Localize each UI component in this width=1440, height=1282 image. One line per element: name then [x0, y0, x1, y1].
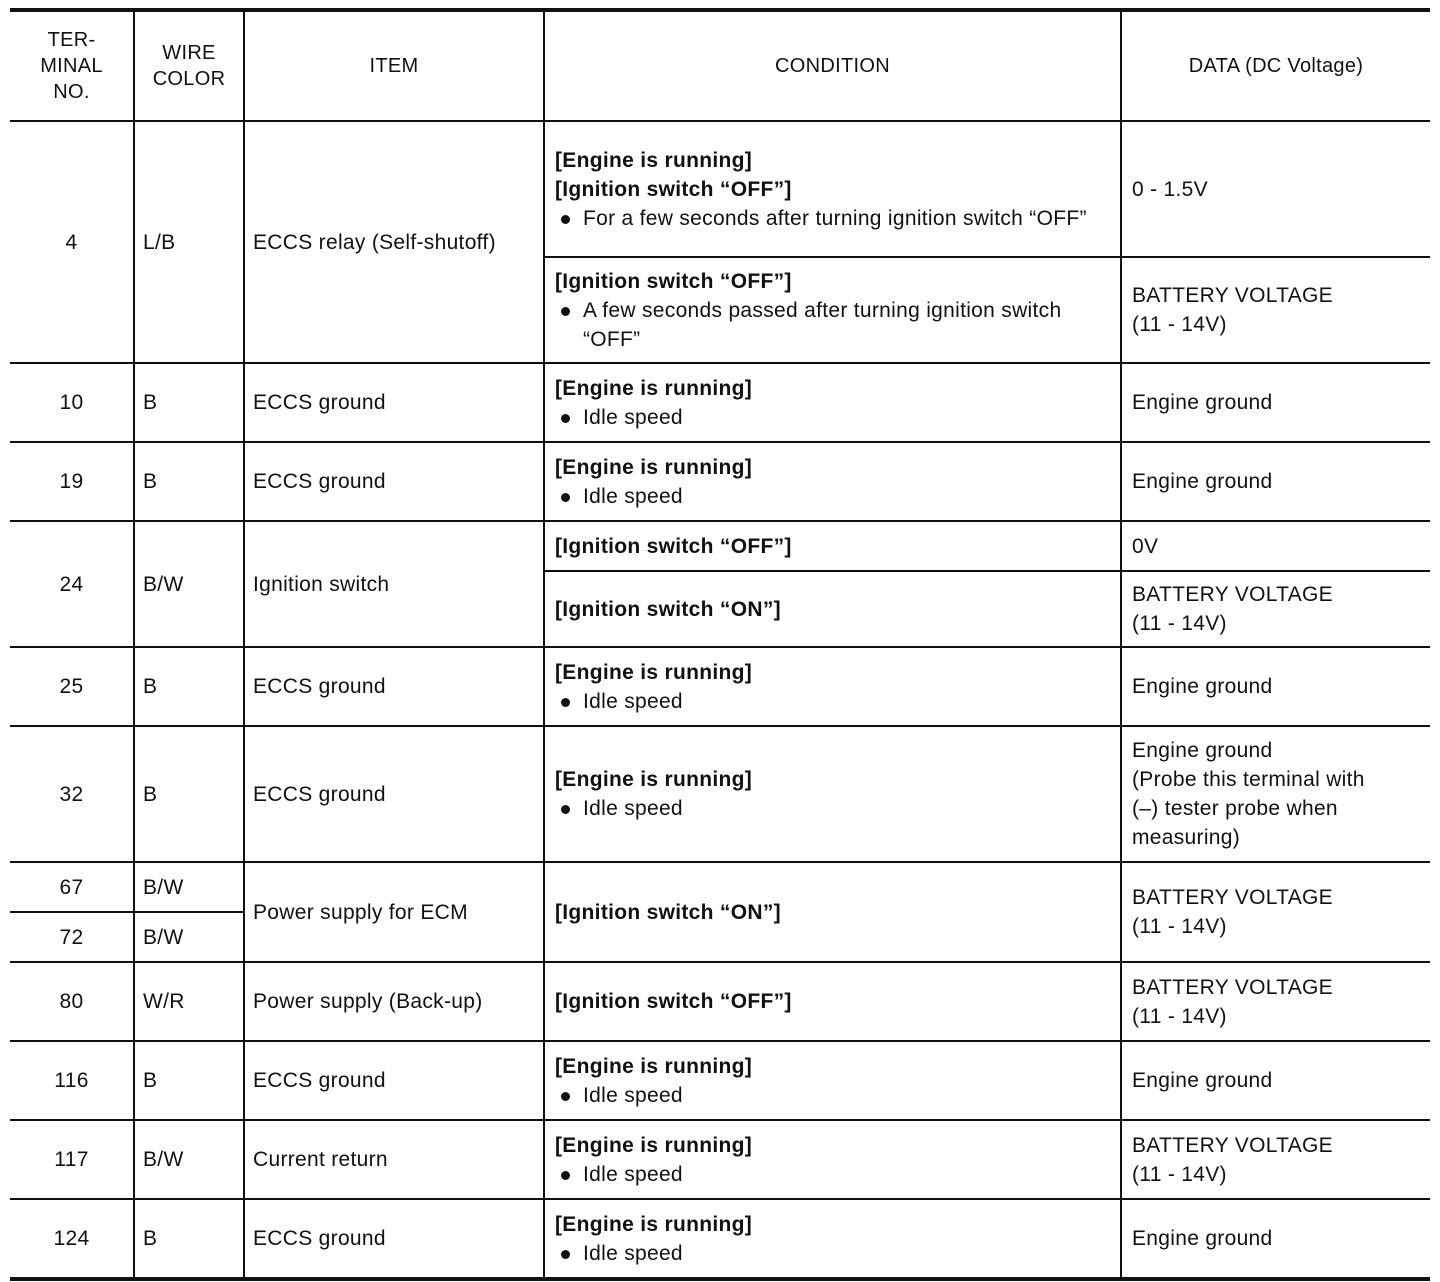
terminal-no: 32: [10, 726, 134, 862]
wire-color: B: [134, 1041, 244, 1120]
data-value: BATTERY VOLTAGE (11 - 14V): [1121, 962, 1430, 1041]
data-value: BATTERY VOLTAGE (11 - 14V): [1121, 571, 1430, 647]
item: ECCS ground: [244, 442, 544, 521]
terminal-no: 19: [10, 442, 134, 521]
data-value: Engine ground: [1121, 442, 1430, 521]
condition: [Ignition switch “OFF”] A few seconds passed after turning ignition switch “OFF”: [544, 257, 1121, 363]
item: ECCS ground: [244, 363, 544, 442]
table-row: [10, 521, 1430, 571]
data-value: Engine ground: [1121, 1199, 1430, 1279]
wire-color: B/W: [134, 1120, 244, 1199]
header-condition: CONDITION: [544, 10, 1121, 121]
data-value: BATTERY VOLTAGE (11 - 14V): [1121, 862, 1430, 962]
header-terminal-no: TER- MINAL NO.: [10, 10, 134, 121]
bullet-item: Idle speed: [555, 1160, 1112, 1189]
table-row: [10, 1120, 1430, 1199]
condition: [Engine is running] Idle speed: [544, 1120, 1121, 1199]
table-row: [10, 121, 1430, 257]
condition: [Engine is running] Idle speed: [544, 647, 1121, 726]
condition: [Engine is running] Idle speed: [544, 1041, 1121, 1120]
terminal-no: 67: [10, 862, 134, 912]
terminal-data-table-container: [10, 8, 1430, 1281]
bullet-item: Idle speed: [555, 687, 1112, 716]
data-value: BATTERY VOLTAGE (11 - 14V): [1121, 257, 1430, 363]
bullet-item: A few seconds passed after turning ignition switch “OFF”: [555, 296, 1112, 354]
wire-color: L/B: [134, 121, 244, 363]
data-value: Engine ground: [1121, 1041, 1430, 1120]
bullet-item: Idle speed: [555, 794, 1112, 823]
wire-color: B/W: [134, 912, 244, 962]
data-value: BATTERY VOLTAGE (11 - 14V): [1121, 1120, 1430, 1199]
table-row: [10, 726, 1430, 862]
bullet-item: Idle speed: [555, 403, 1112, 432]
terminal-no: 72: [10, 912, 134, 962]
condition: [Engine is running] Idle speed: [544, 363, 1121, 442]
item: ECCS ground: [244, 647, 544, 726]
condition: [Ignition switch “ON”]: [544, 862, 1121, 962]
table-row: [10, 1199, 1430, 1279]
header-row: [10, 10, 1430, 121]
bullet-item: For a few seconds after turning ignition switch “OFF”: [555, 204, 1112, 233]
terminal-no: 25: [10, 647, 134, 726]
item: Ignition switch: [244, 521, 544, 647]
wire-color: B: [134, 363, 244, 442]
table-row: [10, 1041, 1430, 1120]
data-value: 0 - 1.5V: [1121, 121, 1430, 257]
bullet-item: Idle speed: [555, 482, 1112, 511]
condition: [Engine is running] Idle speed: [544, 726, 1121, 862]
table-row: [10, 862, 1430, 912]
wire-color: B: [134, 647, 244, 726]
condition: [Ignition switch “OFF”]: [544, 962, 1121, 1041]
table-row: [10, 647, 1430, 726]
wire-color: B: [134, 442, 244, 521]
header-wire-color: WIRE COLOR: [134, 10, 244, 121]
terminal-no: 4: [10, 121, 134, 363]
header-item: ITEM: [244, 10, 544, 121]
terminal-no: 117: [10, 1120, 134, 1199]
wire-color: B: [134, 726, 244, 862]
table-row: [10, 442, 1430, 521]
table-row: [10, 363, 1430, 442]
wire-color: B/W: [134, 521, 244, 647]
item: ECCS relay (Self-shutoff): [244, 121, 544, 363]
table-row: [10, 962, 1430, 1041]
wire-color: B/W: [134, 862, 244, 912]
header-data: DATA (DC Voltage): [1121, 10, 1430, 121]
item: ECCS ground: [244, 1199, 544, 1279]
condition: [Engine is running] Idle speed: [544, 442, 1121, 521]
item: ECCS ground: [244, 1041, 544, 1120]
terminal-no: 10: [10, 363, 134, 442]
bullet-item: Idle speed: [555, 1239, 1112, 1268]
item: Current return: [244, 1120, 544, 1199]
terminal-data-table: [10, 8, 1430, 1281]
condition: [Ignition switch “OFF”]: [544, 521, 1121, 571]
terminal-no: 124: [10, 1199, 134, 1279]
wire-color: B: [134, 1199, 244, 1279]
data-value: 0V: [1121, 521, 1430, 571]
condition: [Ignition switch “ON”]: [544, 571, 1121, 647]
terminal-no: 80: [10, 962, 134, 1041]
item: Power supply (Back-up): [244, 962, 544, 1041]
wire-color: W/R: [134, 962, 244, 1041]
data-value: Engine ground (Probe this terminal with (–) tester probe when measuring): [1121, 726, 1430, 862]
data-value: Engine ground: [1121, 647, 1430, 726]
data-value: Engine ground: [1121, 363, 1430, 442]
bullet-item: Idle speed: [555, 1081, 1112, 1110]
item: ECCS ground: [244, 726, 544, 862]
terminal-no: 116: [10, 1041, 134, 1120]
terminal-no: 24: [10, 521, 134, 647]
condition: [Engine is running] Idle speed: [544, 1199, 1121, 1279]
condition: [Engine is running] [Ignition switch “OFF”] For a few seconds after turning ignition switch “OFF”: [544, 121, 1121, 257]
item: Power supply for ECM: [244, 862, 544, 962]
